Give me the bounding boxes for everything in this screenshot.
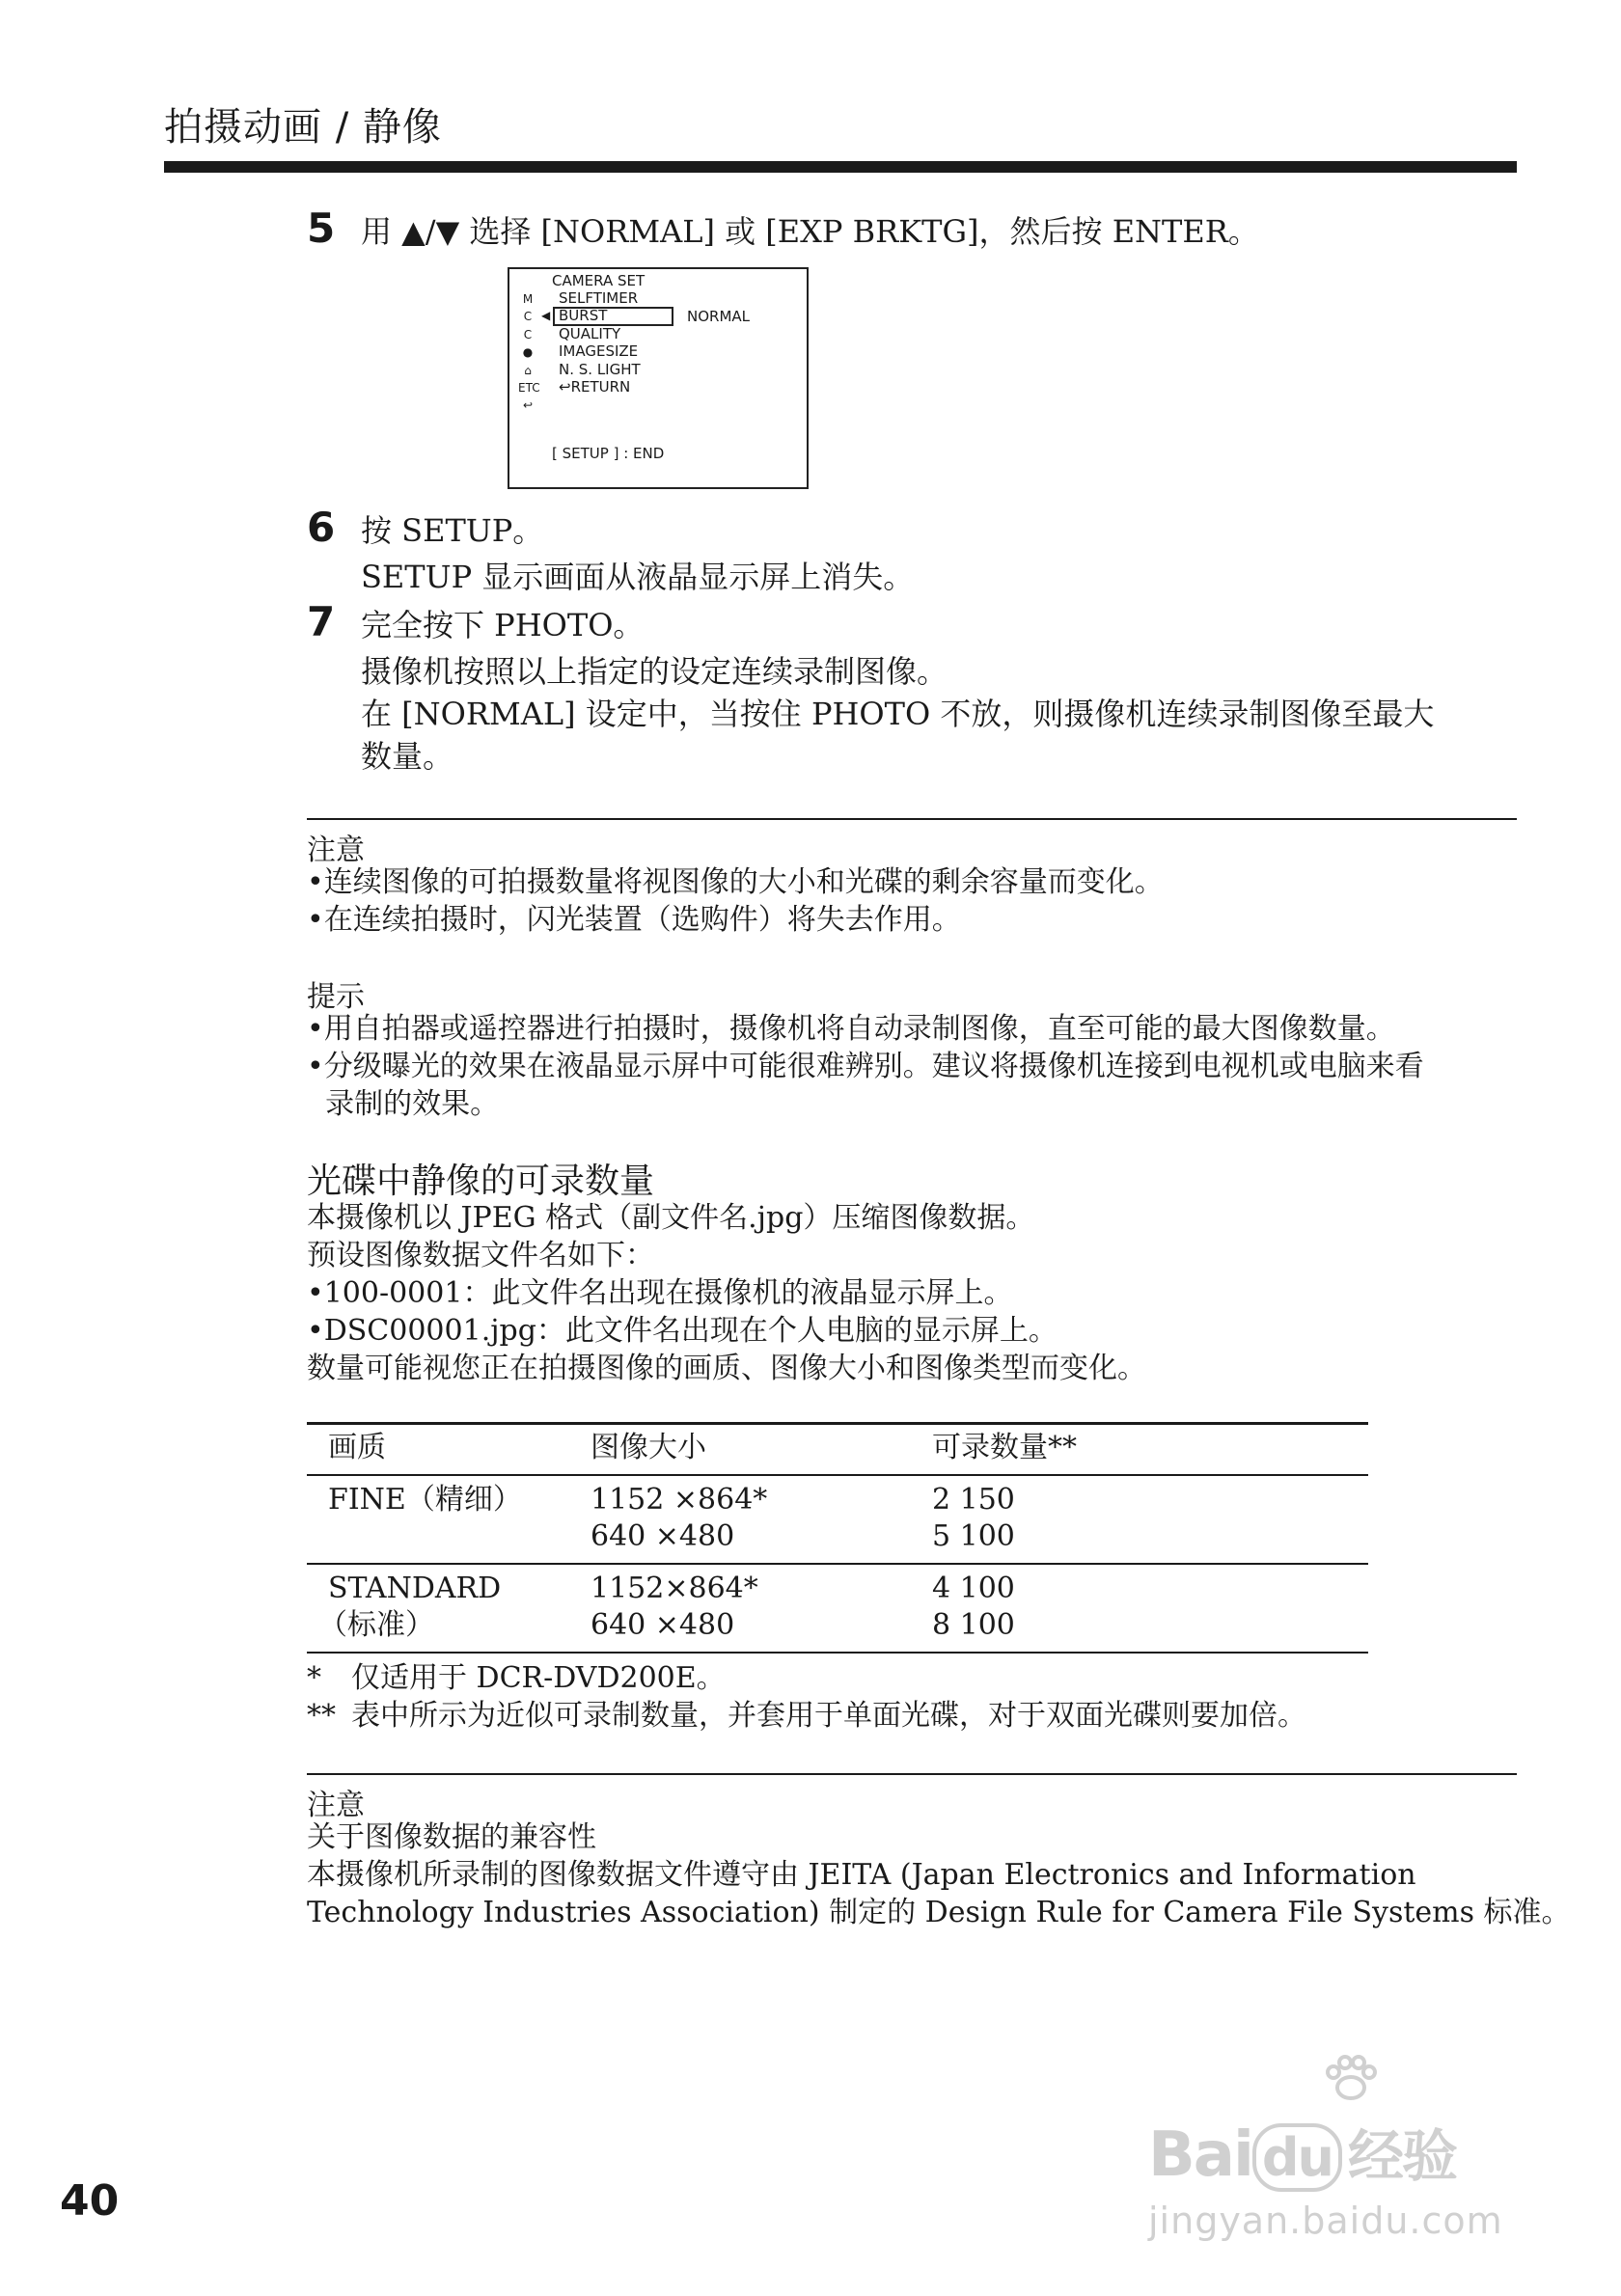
body-line: •DSC00001.jpg：此文件名出现在个人电脑的显示屏上。 — [307, 1314, 1058, 1348]
step-number: 7 — [307, 598, 336, 645]
body-line: 本摄像机以 JPEG 格式（副文件名.jpg）压缩图像数据。 — [307, 1201, 1035, 1235]
footnote-mark: ** — [307, 1699, 336, 1733]
tip-line: •分级曝光的效果在液晶显示屏中可能很难辨别。建议将摄像机连接到电视机或电脑来看 — [307, 1050, 1424, 1083]
tip-line: •用自拍器或遥控器进行拍摄时，摄像机将自动录制图像，直至可能的最大图像数量。 — [307, 1012, 1395, 1046]
table-cell-count: 4 100 — [932, 1572, 1015, 1605]
header-rule — [164, 161, 1517, 173]
menu-item-label: RETURN — [570, 377, 631, 396]
return-arrow-icon: ↩ — [559, 377, 571, 396]
table-cell-count: 5 100 — [932, 1519, 1015, 1553]
step-line: 按 SETUP。 — [361, 512, 544, 549]
menu-item-return — [559, 378, 641, 396]
tip-line: 录制的效果。 — [307, 1087, 500, 1121]
menu-item: QUALITY — [559, 324, 621, 342]
step-line: 完全按下 PHOTO。 — [361, 607, 645, 643]
watermark-brand-badge: du — [1252, 2123, 1342, 2192]
table-cell-size: 640 ×480 — [591, 1608, 735, 1642]
etc-icon: ETC — [518, 380, 540, 395]
paw-icon — [1322, 2055, 1380, 2103]
table-bottom-rule — [307, 1652, 1368, 1654]
camera-set-icon: C — [523, 327, 533, 342]
step-line: SETUP 显示画面从液晶显示屏上消失。 — [361, 559, 915, 595]
menu-list — [559, 289, 641, 396]
tips-heading: 提示 — [307, 980, 365, 1014]
footnote-text: 表中所示为近似可录制数量，并套用于单面光碟，对于双面光碟则要加倍。 — [351, 1699, 1306, 1733]
table-header-rule — [307, 1474, 1368, 1476]
disc-icon: ● — [522, 345, 534, 360]
table-cell-quality: STANDARD — [328, 1572, 502, 1605]
body-line: 预设图像数据文件名如下： — [307, 1239, 654, 1272]
menu-item: IMAGESIZE — [559, 342, 639, 361]
note-bullet: •在连续拍摄时，闪光装置（选购件）将失去作用。 — [307, 903, 961, 937]
section-rule — [307, 1773, 1517, 1775]
tape-icon: ⌂ — [524, 363, 532, 377]
table-cell-count: 2 150 — [932, 1483, 1015, 1517]
body-line: 数量可能视您正在拍摄图像的画质、图像大小和图像类型而变化。 — [307, 1352, 1146, 1385]
menu-selected-value: NORMAL — [687, 308, 751, 325]
watermark-label: 经验 — [1348, 2123, 1457, 2189]
step-line: 在 [NORMAL] 设定中，当按住 PHOTO 不放，则摄像机连续录制图像至最大 — [361, 696, 1435, 732]
step-line: 用 ▲/▼ 选择 [NORMAL] 或 [EXP BRKTG]，然后按 ENTER。 — [361, 213, 1259, 250]
menu-item-selected: BURST — [559, 307, 608, 325]
footnote-mark: * — [307, 1661, 321, 1695]
page-header-title: 拍摄动画 / 静像 — [164, 105, 442, 150]
camera-menu-screen — [508, 267, 809, 489]
menu-item: SELFTIMER — [559, 289, 639, 307]
table-header-quality: 画质 — [328, 1431, 386, 1464]
selection-arrow-icon: ◀ — [541, 309, 551, 322]
menu-icon-column — [518, 290, 540, 415]
footnote-text: 仅适用于 DCR-DVD200E。 — [351, 1661, 726, 1695]
table-cell-size: 1152×864* — [591, 1572, 758, 1605]
menu-footer: [ SETUP ] : END — [552, 445, 665, 462]
step-number: 5 — [307, 205, 336, 252]
notes-heading: 注意 — [307, 1789, 365, 1822]
table-cell-count: 8 100 — [932, 1608, 1015, 1642]
note-line: 关于图像数据的兼容性 — [307, 1820, 596, 1854]
note-bullet: •连续图像的可拍摄数量将视图像的大小和光碟的剩余容量而变化。 — [307, 865, 1164, 899]
step-number: 6 — [307, 504, 336, 551]
body-line: •100-0001：此文件名出现在摄像机的液晶显示屏上。 — [307, 1276, 1013, 1310]
table-cell-quality: （标准） — [318, 1608, 434, 1642]
movie-icon: M — [522, 292, 534, 306]
table-row-rule — [307, 1563, 1368, 1565]
return-icon: ↩ — [522, 398, 534, 413]
step-line: 摄像机按照以上指定的设定连续录制图像。 — [361, 653, 948, 690]
note-line: Technology Industries Association) 制定的 Design Rule for Camera File Systems 标准。 — [307, 1896, 1571, 1929]
menu-title: CAMERA SET — [552, 272, 646, 289]
step-line: 数量。 — [361, 738, 454, 775]
table-header-size: 图像大小 — [591, 1431, 706, 1464]
menu-item: N. S. LIGHT — [559, 360, 641, 378]
notes-heading: 注意 — [307, 834, 365, 867]
note-line: 本摄像机所录制的图像数据文件遵守由 JEITA (Japan Electronics and Information — [307, 1858, 1416, 1892]
page-number: 40 — [60, 2176, 120, 2226]
watermark-brand: Bai — [1148, 2119, 1252, 2191]
camera-icon: C — [523, 310, 533, 324]
table-cell-size: 640 ×480 — [591, 1519, 735, 1553]
watermark-url: jingyan.baidu.com — [1148, 2200, 1503, 2242]
section-title: 光碟中静像的可录数量 — [307, 1162, 655, 1201]
section-rule — [307, 818, 1517, 820]
table-cell-size: 1152 ×864* — [591, 1483, 768, 1517]
baidu-jingyan-watermark — [1148, 2055, 1534, 2248]
table-cell-quality: FINE（精细） — [328, 1483, 522, 1517]
table-header-count: 可录数量** — [932, 1431, 1077, 1464]
table-top-rule — [307, 1422, 1368, 1425]
